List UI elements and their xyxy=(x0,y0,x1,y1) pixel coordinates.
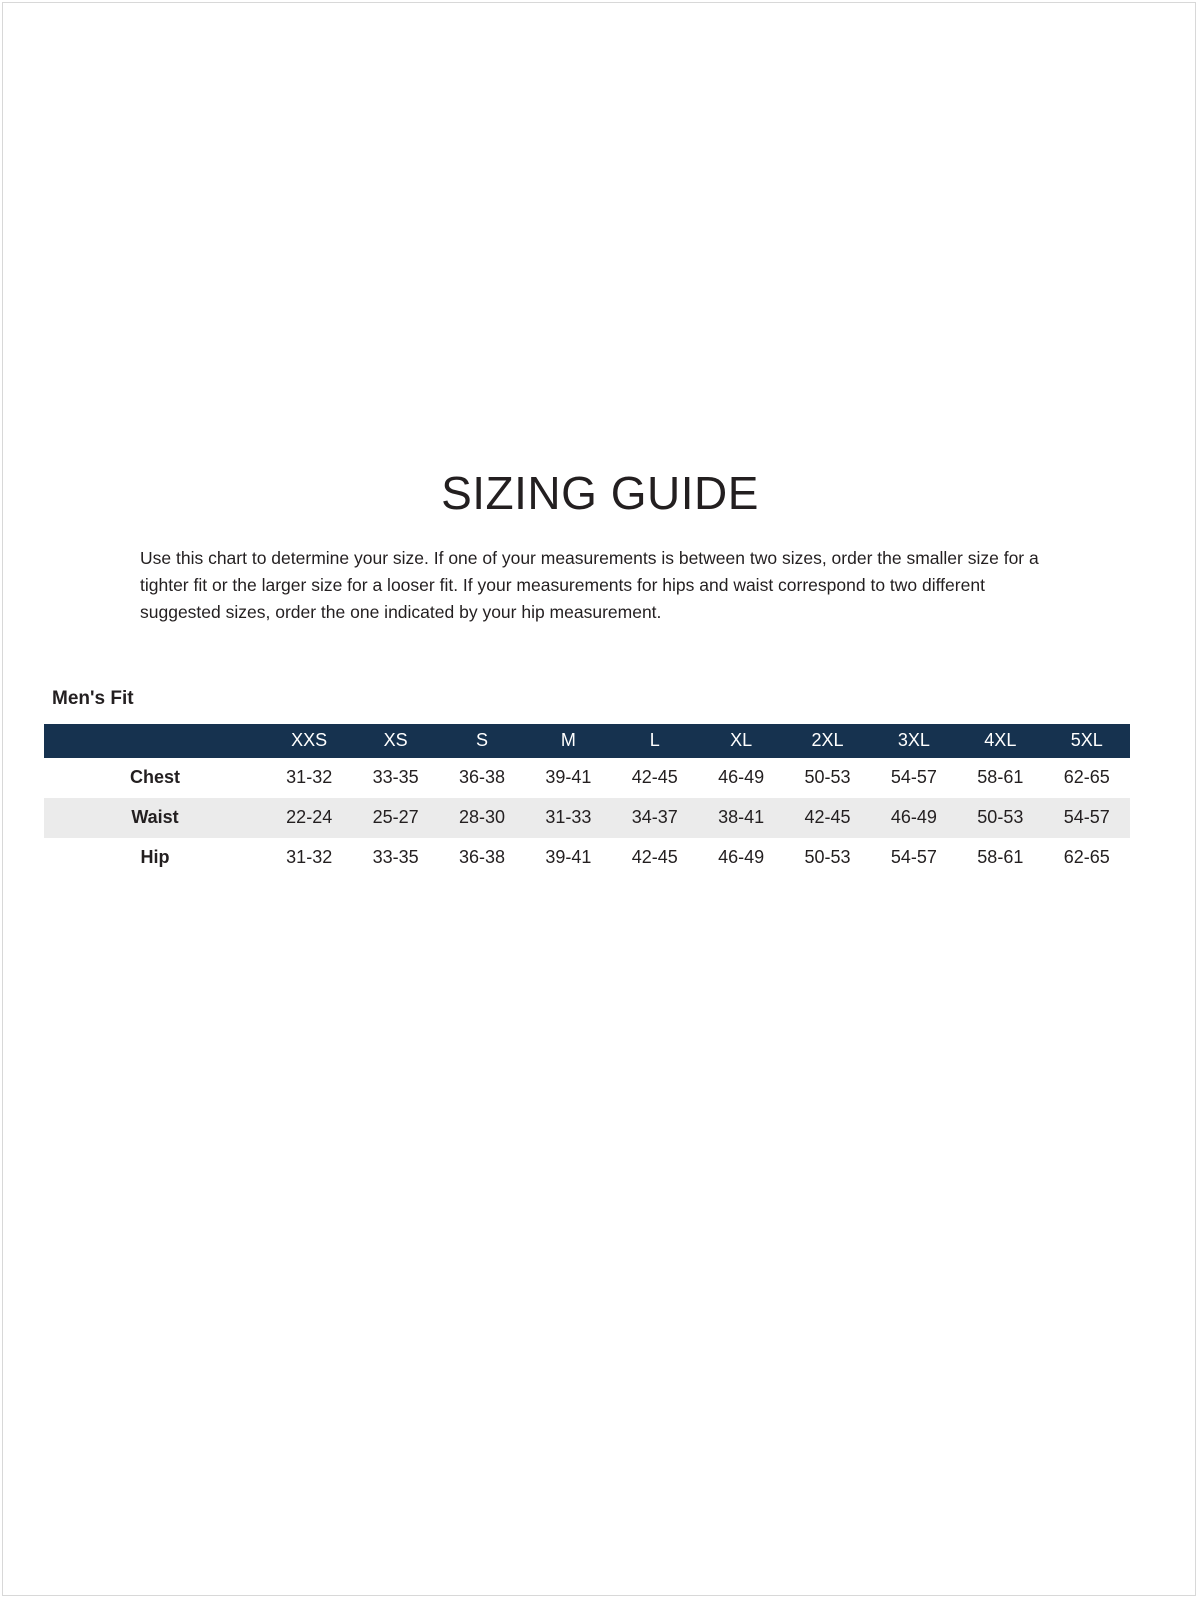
table-body xyxy=(44,758,1130,878)
cell-hip-5xl: 62-65 xyxy=(1063,847,1110,868)
row-label-waist: Waist xyxy=(44,798,266,838)
column-header-m: M xyxy=(525,724,611,758)
cell-waist-xs: 25-27 xyxy=(352,798,438,838)
table-header-row xyxy=(44,724,1130,758)
cell-hip-xs: 33-35 xyxy=(372,847,419,868)
table-header xyxy=(44,724,1130,758)
cell-waist-xxs: 22-24 xyxy=(266,798,352,838)
cell-hip-m: 39-41 xyxy=(545,847,592,868)
cell-chest-3xl: 54-57 xyxy=(890,767,937,788)
cell-waist-m: 31-33 xyxy=(525,798,611,838)
cell-waist-4xl: 50-53 xyxy=(957,798,1043,838)
cell-chest-m: 39-41 xyxy=(545,767,592,788)
table-row xyxy=(44,798,1130,838)
cell-waist-3xl: 46-49 xyxy=(871,798,957,838)
column-header-s: S xyxy=(439,724,525,758)
column-header-2xl: 2XL xyxy=(784,724,870,758)
intro-paragraph: Use this chart to determine your size. If one of your measurements is between two sizes, order the smaller size for a tighter fit or the larger size for a looser fit. If your measurements for hips and waist correspond to two different suggested sizes, order the one indicated by your hip measurement. xyxy=(140,547,1039,622)
section-label-mens-fit: Men's Fit xyxy=(52,687,134,709)
column-header-xs: XS xyxy=(352,724,438,758)
cell-waist-s: 28-30 xyxy=(439,798,525,838)
cell-waist-2xl: 42-45 xyxy=(784,798,870,838)
cell-waist-5xl: 54-57 xyxy=(1044,798,1130,838)
cell-hip-4xl: 58-61 xyxy=(977,847,1024,868)
cell-hip-xl: 46-49 xyxy=(718,847,765,868)
page-title: SIZING GUIDE xyxy=(441,467,759,519)
cell-hip-l: 42-45 xyxy=(631,847,678,868)
column-header-blank xyxy=(44,724,266,758)
cell-chest-xxs: 31-32 xyxy=(286,767,333,788)
cell-chest-s: 36-38 xyxy=(458,767,505,788)
column-header-5xl: 5XL xyxy=(1044,724,1130,758)
cell-chest-4xl: 58-61 xyxy=(977,767,1024,788)
table-row xyxy=(44,838,1130,878)
cell-waist-l: 34-37 xyxy=(612,798,698,838)
sizing-table xyxy=(44,724,1130,878)
column-header-4xl: 4XL xyxy=(957,724,1043,758)
column-header-3xl: 3XL xyxy=(871,724,957,758)
cell-hip-s: 36-38 xyxy=(458,847,505,868)
column-header-xxs: XXS xyxy=(266,724,352,758)
cell-hip-xxs: 31-32 xyxy=(286,847,333,868)
cell-hip-3xl: 54-57 xyxy=(890,847,937,868)
cell-chest-5xl: 62-65 xyxy=(1063,767,1110,788)
cell-chest-2xl: 50-53 xyxy=(804,767,851,788)
row-label-hip: Hip xyxy=(140,847,170,868)
cell-chest-xs: 33-35 xyxy=(372,767,419,788)
row-label-chest: Chest xyxy=(129,767,180,788)
table-row xyxy=(44,758,1130,798)
cell-waist-xl: 38-41 xyxy=(698,798,784,838)
column-header-xl: XL xyxy=(698,724,784,758)
cell-chest-l: 42-45 xyxy=(631,767,678,788)
column-header-l: L xyxy=(612,724,698,758)
cell-hip-2xl: 50-53 xyxy=(804,847,851,868)
cell-chest-xl: 46-49 xyxy=(718,767,765,788)
